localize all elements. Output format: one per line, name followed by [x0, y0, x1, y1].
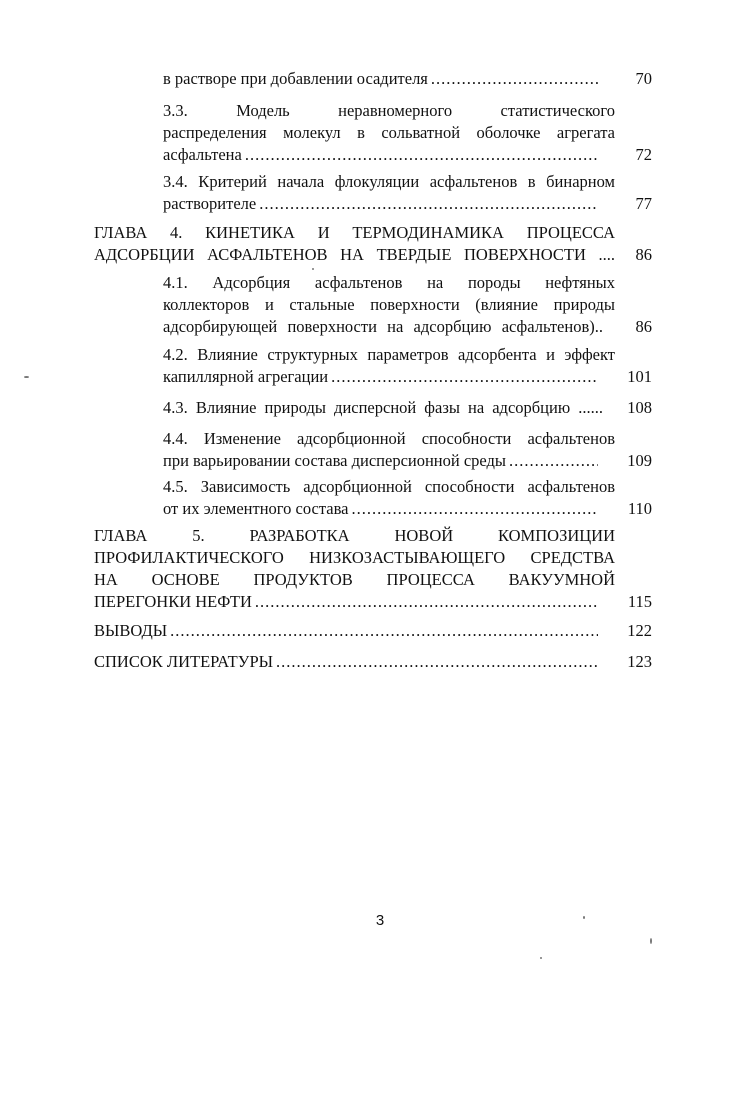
toc-entry-text: распределения молекул в сольватной оболочке агрегата [163, 123, 615, 142]
toc-entry-text: в растворе при добавлении осадителя [163, 69, 428, 88]
toc-entry-text: 4.3. Влияние природы дисперсной фазы на адсорбцию ...... [163, 398, 603, 417]
toc-entry-text: ГЛАВА 5. РАЗРАБОТКА НОВОЙ КОМПОЗИЦИИ [94, 526, 615, 545]
toc-entry-text: адсорбирующей поверхности на адсорбцию асфальтенов).. [163, 317, 603, 336]
toc-entry [94, 620, 601, 642]
toc-entry-text: 4.5. Зависимость адсорбционной способности асфальтенов [163, 477, 615, 496]
toc-entry [94, 525, 615, 613]
toc-page-number: 115 [627, 592, 652, 611]
toc-page-number: 110 [627, 499, 652, 518]
toc-entry-text: СПИСОК ЛИТЕРАТУРЫ [94, 652, 274, 671]
toc-entry-text: ГЛАВА 4. КИНЕТИКА И ТЕРМОДИНАМИКА ПРОЦЕССА [94, 223, 615, 242]
toc-entry-line [163, 144, 601, 166]
toc-page-number: 72 [635, 145, 652, 164]
toc-page-number: 101 [627, 367, 652, 386]
toc-entry-text: 3.4. Критерий начала флокуляции асфальтенов в бинарном [163, 172, 615, 191]
toc-entry [163, 476, 615, 520]
leader-dots [431, 68, 598, 90]
toc-page-number: 109 [627, 451, 652, 470]
toc-entry [163, 171, 615, 215]
toc-entry-line [94, 591, 601, 613]
leader-dots [351, 498, 598, 520]
toc-entry-text: от их элементного состава [163, 499, 349, 518]
toc-entry-line [163, 193, 601, 215]
toc-page-number: 86 [635, 245, 652, 264]
toc-entry [163, 344, 615, 388]
toc-page-number: 122 [627, 621, 652, 640]
toc-entry-line [163, 366, 601, 388]
leader-dots [259, 193, 598, 215]
toc-entry [163, 100, 615, 166]
toc-entry [94, 222, 615, 266]
toc-entry-text: НА ОСНОВЕ ПРОДУКТОВ ПРОЦЕССА ВАКУУМНОЙ [94, 570, 615, 589]
toc-entry [163, 397, 603, 419]
leader-dots [509, 450, 598, 472]
toc-entry-text: 4.1. Адсорбция асфальтенов на породы нефтяных [163, 273, 615, 292]
leader-dots [331, 366, 598, 388]
toc-page-number: 70 [635, 69, 652, 88]
scan-speck [583, 916, 585, 919]
toc-entry-text: ПЕРЕГОНКИ НЕФТИ [94, 592, 252, 611]
toc-entry-text: ВЫВОДЫ [94, 621, 168, 640]
leader-dots [170, 620, 598, 642]
toc-entry-text: асфальтена [163, 145, 242, 164]
toc-page-number: 108 [627, 398, 652, 417]
toc-entry-line [94, 651, 601, 673]
toc-entry [163, 68, 601, 90]
toc-entry-text: капиллярной агрегации [163, 367, 329, 386]
toc-entry-text: ПРОФИЛАКТИЧЕСКОГО НИЗКОЗАСТЫВАЮЩЕГО СРЕДСТВА [94, 548, 615, 567]
toc-page-number: 86 [635, 317, 652, 336]
toc-entry-line [94, 620, 601, 642]
page-number-footer: 3 [375, 912, 385, 929]
toc-entry-line [163, 498, 601, 520]
scan-speck [650, 938, 652, 944]
toc-entry-text: 4.4. Изменение адсорбционной способности асфальтенов [163, 429, 615, 448]
toc-page-number: 123 [627, 652, 652, 671]
leader-dots [276, 651, 598, 673]
scan-speck [312, 268, 314, 270]
toc-entry-text: 4.2. Влияние структурных параметров адсорбента и эффект [163, 345, 615, 364]
leader-dots [255, 591, 598, 613]
toc-entry-line [163, 68, 601, 90]
leader-dots [245, 144, 598, 166]
toc-entry-text: растворителе [163, 194, 257, 213]
toc-entry-text: коллекторов и стальные поверхности (влияние природы [163, 295, 615, 314]
toc-entry-line [163, 450, 601, 472]
toc-entry-text: АДСОРБЦИИ АСФАЛЬТЕНОВ НА ТВЕРДЫЕ ПОВЕРХНОСТИ .... [94, 245, 615, 264]
scan-speck [24, 376, 29, 378]
toc-entry [163, 428, 615, 472]
toc-entry [163, 272, 615, 338]
toc-entry-text: при варьировании состава дисперсионной среды [163, 451, 506, 470]
toc-entry-text: 3.3. Модель неравномерного статистического [163, 101, 615, 120]
toc-entry [94, 651, 601, 673]
scan-speck [540, 957, 542, 959]
toc-page-number: 77 [635, 194, 652, 213]
